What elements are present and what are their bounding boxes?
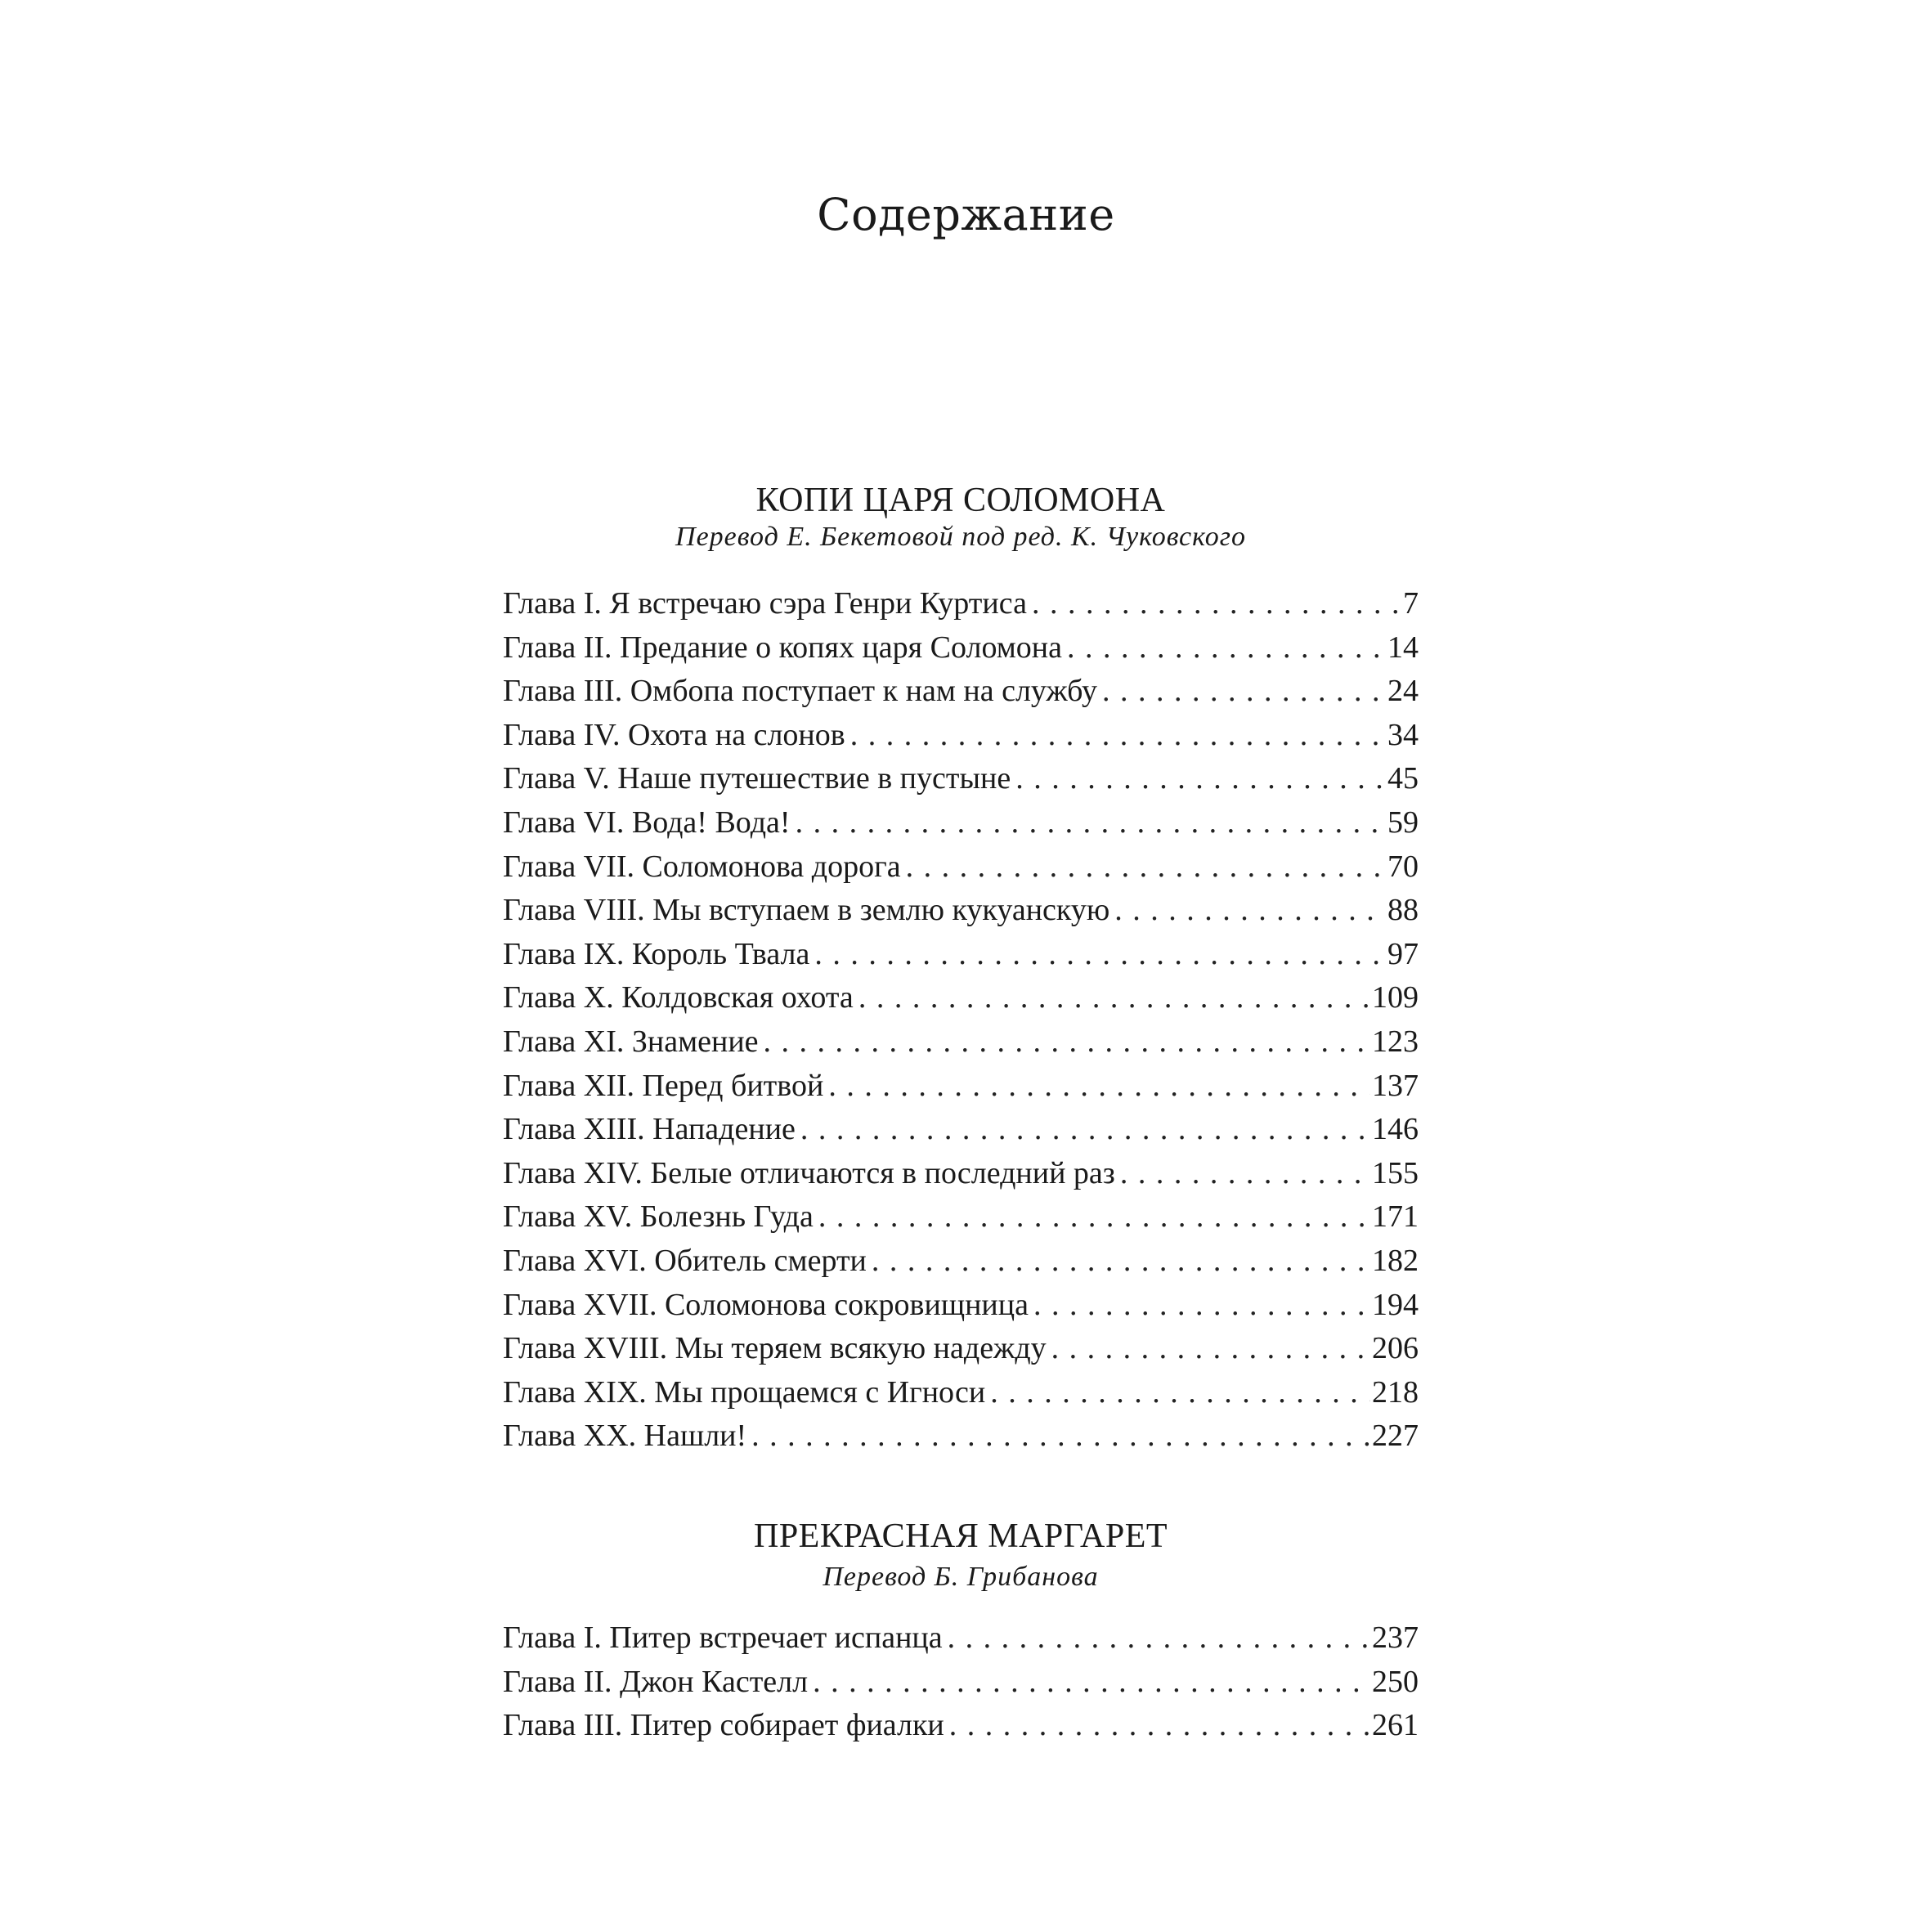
page-number: 146 [1372, 1112, 1419, 1147]
page-title: Содержание [817, 189, 1115, 240]
chapter-title: Глава XIV. Белые отличаются в последний раз [503, 1155, 1115, 1190]
dot-leader [1067, 626, 1386, 670]
toc-entry[interactable] [503, 1065, 1419, 1109]
page-number: 171 [1372, 1199, 1419, 1235]
dot-leader [800, 1108, 1370, 1152]
page-number: 34 [1387, 717, 1419, 752]
toc-entry[interactable] [503, 1152, 1419, 1196]
toc-entry[interactable] [503, 1284, 1419, 1328]
chapter-title: Глава XII. Перед битвой [503, 1068, 824, 1103]
page-number: 97 [1387, 936, 1419, 971]
chapter-title: Глава XVII. Соломонова сокровищница [503, 1287, 1029, 1322]
dot-leader [751, 1414, 1370, 1459]
chapter-title: Глава VIII. Мы вступаем в землю кукуанскую [503, 893, 1110, 928]
toc-entry[interactable] [503, 1661, 1419, 1705]
toc-entry[interactable] [503, 1020, 1419, 1065]
chapter-title: Глава I. Питер встречает испанца [503, 1620, 943, 1655]
toc-entry[interactable] [503, 582, 1419, 626]
dot-leader [1051, 1327, 1370, 1371]
dot-leader [858, 976, 1370, 1020]
toc-entry[interactable] [503, 1108, 1419, 1152]
toc-entry[interactable] [503, 889, 1419, 933]
toc-entry[interactable] [503, 1414, 1419, 1459]
dot-leader [990, 1371, 1370, 1415]
toc-entry[interactable] [503, 1704, 1419, 1748]
dot-leader [1102, 670, 1386, 714]
dot-leader [813, 1661, 1370, 1705]
toc-entry[interactable] [503, 1195, 1419, 1239]
section-translator: Перевод Е. Бекетовой под ред. К. Чуковского [675, 522, 1246, 552]
toc-entry[interactable] [503, 1239, 1419, 1284]
toc-entry[interactable] [503, 933, 1419, 977]
toc-entry[interactable] [503, 845, 1419, 890]
page-number: 194 [1372, 1287, 1419, 1322]
chapter-title: Глава XX. Нашли! [503, 1419, 747, 1454]
chapter-title: Глава XIII. Нападение [503, 1112, 796, 1147]
toc-entry[interactable] [503, 1371, 1419, 1415]
chapter-title: Глава III. Омбопа поступает к нам на службу [503, 674, 1098, 709]
dot-leader [949, 1704, 1370, 1748]
page-number: 70 [1387, 849, 1419, 884]
toc-entry[interactable] [503, 1616, 1419, 1661]
page-number: 59 [1387, 805, 1419, 840]
toc-entry[interactable] [503, 670, 1419, 714]
page-number: 45 [1387, 761, 1419, 796]
page-number: 206 [1372, 1331, 1419, 1366]
chapter-title: Глава XI. Знамение [503, 1024, 759, 1059]
chapter-title: Глава XV. Болезнь Гуда [503, 1199, 814, 1235]
chapter-title: Глава VI. Вода! Вода! [503, 805, 791, 840]
chapter-title: Глава XVIII. Мы теряем всякую надежду [503, 1331, 1047, 1366]
section-heading: КОПИ ЦАРЯ СОЛОМОНА [755, 482, 1166, 519]
chapter-title: Глава II. Джон Кастелл [503, 1664, 809, 1699]
page-number: 88 [1387, 893, 1419, 928]
page-number: 237 [1372, 1620, 1419, 1655]
toc-entry[interactable] [503, 976, 1419, 1020]
page-number: 218 [1372, 1374, 1419, 1410]
section-heading: ПРЕКРАСНАЯ МАРГАРЕТ [753, 1517, 1168, 1555]
chapter-title: Глава X. Колдовская охота [503, 980, 854, 1015]
chapter-title: Глава II. Предание о копях царя Соломона [503, 630, 1062, 665]
dot-leader [1114, 889, 1386, 933]
dot-leader [872, 1239, 1370, 1284]
chapter-title: Глава III. Питер собирает фиалки [503, 1708, 944, 1743]
dot-leader [850, 714, 1386, 758]
toc-list [503, 1616, 1419, 1748]
page-number: 24 [1387, 674, 1419, 709]
page-number: 123 [1372, 1024, 1419, 1059]
dot-leader [1015, 757, 1386, 801]
page-number: 109 [1372, 980, 1419, 1015]
page-number: 155 [1372, 1155, 1419, 1190]
dot-leader [818, 1195, 1370, 1239]
toc-entry[interactable] [503, 626, 1419, 670]
page-number: 261 [1372, 1708, 1419, 1743]
toc-entry[interactable] [503, 801, 1419, 845]
page-number: 14 [1387, 630, 1419, 665]
chapter-title: Глава IX. Король Твала [503, 936, 810, 971]
dot-leader [948, 1616, 1370, 1661]
chapter-title: Глава I. Я встречаю сэра Генри Куртиса [503, 586, 1027, 621]
toc-entry[interactable] [503, 714, 1419, 758]
page-number: 227 [1372, 1419, 1419, 1454]
dot-leader [1032, 582, 1401, 626]
chapter-title: Глава XIX. Мы прощаемся с Игноси [503, 1374, 986, 1410]
toc-entry[interactable] [503, 757, 1419, 801]
dot-leader [764, 1020, 1370, 1065]
page-number: 7 [1403, 586, 1419, 621]
dot-leader [1033, 1284, 1370, 1328]
page-number: 182 [1372, 1243, 1419, 1278]
section-translator: Перевод Б. Грибанова [823, 1562, 1099, 1592]
chapter-title: Глава IV. Охота на слонов [503, 717, 845, 752]
chapter-title: Глава VII. Соломонова дорога [503, 849, 901, 884]
dot-leader [1120, 1152, 1370, 1196]
chapter-title: Глава V. Наше путешествие в пустыне [503, 761, 1011, 796]
page-number: 250 [1372, 1664, 1419, 1699]
toc-list [503, 582, 1419, 1459]
dot-leader [796, 801, 1386, 845]
page-number: 137 [1372, 1068, 1419, 1103]
dot-leader [828, 1065, 1370, 1109]
dot-leader [906, 845, 1386, 890]
toc-entry[interactable] [503, 1327, 1419, 1371]
dot-leader [814, 933, 1386, 977]
chapter-title: Глава XVI. Обитель смерти [503, 1243, 867, 1278]
